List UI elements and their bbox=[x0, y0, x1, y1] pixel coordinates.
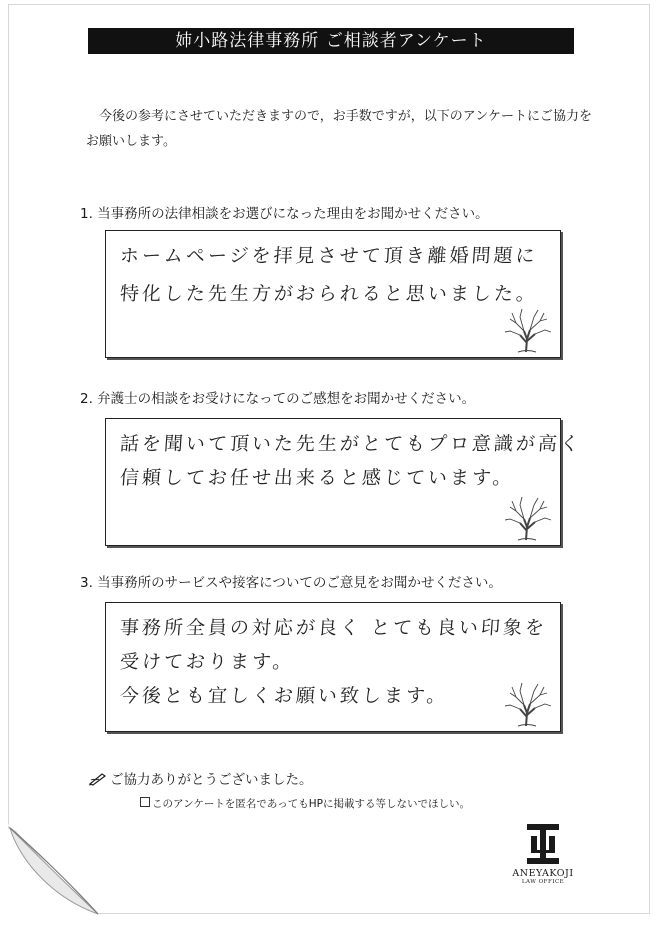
answer-1-line-2: 特化した先生方がおられると思いました。 bbox=[119, 283, 539, 305]
answer-2-line-1: 話を聞いて頂いた先生がとてもプロ意識が高く bbox=[119, 433, 583, 455]
answer-box-1 bbox=[105, 230, 561, 358]
tree-icon bbox=[502, 493, 554, 541]
consent-option bbox=[140, 796, 470, 811]
answer-1-line-1: ホームページを拝見させて頂き離婚問題に bbox=[119, 245, 539, 267]
question-1-label: 1. 当事務所の法律相談をお選びになった理由をお聞かせください。 bbox=[80, 206, 489, 222]
answer-3-line-3: 今後とも宜しくお願い致します。 bbox=[119, 685, 450, 707]
logo-mark-icon bbox=[523, 822, 563, 866]
question-3-label: 3. 当事務所のサービスや接客についてのご意見をお聞かせください。 bbox=[80, 575, 502, 591]
tree-icon bbox=[502, 305, 554, 353]
pen-icon bbox=[88, 772, 108, 786]
answer-3-line-2: 受けております。 bbox=[119, 651, 296, 673]
thanks-message bbox=[88, 768, 313, 788]
checkbox-icon[interactable] bbox=[140, 797, 150, 807]
firm-logo bbox=[510, 822, 576, 890]
page-title: 姉小路法律事務所 ご相談者アンケート bbox=[88, 28, 574, 54]
answer-box-3 bbox=[105, 602, 561, 732]
logo-subtitle: LAW OFFICE bbox=[521, 879, 565, 885]
answer-box-2 bbox=[105, 418, 583, 546]
consent-text: このアンケートを匿名であってもHPに掲載する等しないでほしい。 bbox=[152, 798, 470, 810]
tree-icon bbox=[502, 679, 554, 727]
question-2-label: 2. 弁護士の相談をお受けになってのご感想をお聞かせください。 bbox=[80, 391, 476, 407]
answer-2-line-2: 信頼してお任せ出来ると感じています。 bbox=[119, 467, 516, 489]
answer-3-line-1: 事務所全員の対応が良く とても良い印象を bbox=[119, 617, 548, 639]
intro-text: 今後の参考にさせていただきますので，お手数ですが，以下のアンケートにご協力をお願いします。 bbox=[86, 109, 592, 149]
thanks-text: ご協力ありがとうございました。 bbox=[110, 772, 313, 788]
logo-name: ANEYAKOJI bbox=[512, 868, 574, 879]
